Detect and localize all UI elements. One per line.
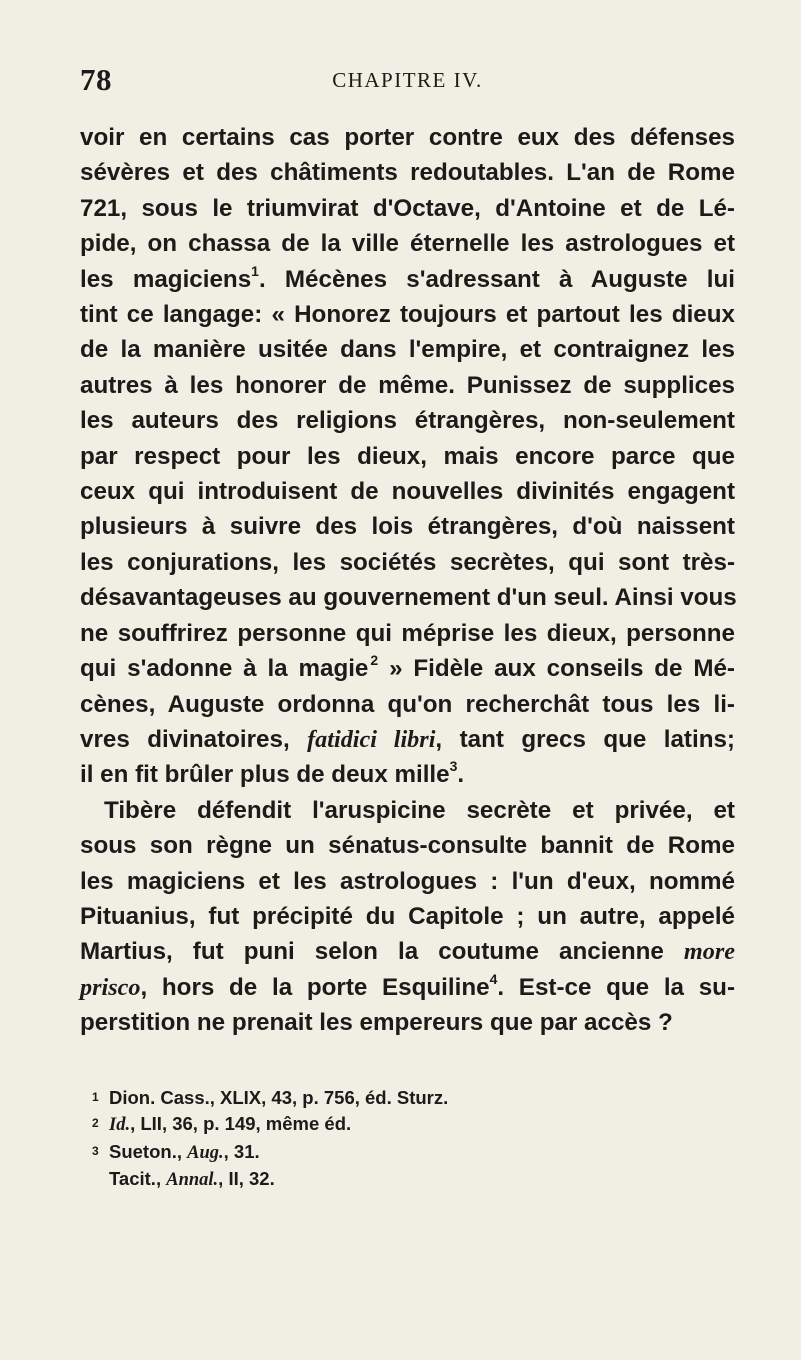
footnote: Tacit., Annal., II, 32. — [109, 1168, 275, 1191]
text-line: 721, sous le triumvirat d'Octave, d'Antoine et de Lé- — [80, 194, 735, 222]
text-line: sous son règne un sénatus-consulte bannit de Rome — [80, 832, 735, 860]
text-line: voir en certains cas porter contre eux des défenses — [80, 124, 735, 151]
italic-term: prisco — [80, 973, 141, 1001]
text-line: perstition ne prenait les empereurs que par accès ? — [80, 1009, 673, 1037]
text-line: les auteurs des religions étrangères, non-seulement — [80, 407, 735, 435]
footnotes — [92, 1085, 735, 1194]
footnote: 3 Sueton., Aug., 31. — [92, 1139, 735, 1167]
text-line: vres divinatoires, fatidici libri, tant grecs que latins; — [80, 725, 735, 753]
paragraph — [80, 120, 735, 793]
footnote-ref: 2 — [370, 652, 379, 669]
footnote-mark: 3 — [92, 1143, 99, 1158]
body-text — [80, 120, 735, 1041]
text-line: de la manière usitée dans l'empire, et contraignez les — [80, 336, 735, 364]
text-line: il en fit brûler plus de deux mille$^3$. — [80, 758, 465, 789]
text-line: ceux qui introduisent de nouvelles divinités engagent — [80, 478, 735, 506]
text-line: ne souffrirez personne qui méprise les dieux, personne — [80, 619, 735, 647]
text-line: tint ce langage: « Honorez toujours et partout les dieux — [80, 301, 735, 329]
italic-term: fatidici libri — [307, 725, 436, 753]
text-line: Pituanius, fut précipité du Capitole ; un autre, appelé — [80, 902, 735, 930]
text-line: par respect pour les dieux, mais encore parce que — [80, 442, 735, 470]
text-line: Tibère défendit l'aruspicine secrète et privée, et — [104, 796, 735, 824]
text-line: Martius, fut puni selon la coutume ancienne more — [80, 938, 735, 966]
text-line: sévères et des châtiments redoutables. L'an de Rome — [80, 159, 735, 187]
text-line: prisco, hors de la porte Esquiline$^4$. Est-ce que la su- — [80, 970, 736, 1001]
text-line: plusieurs à suivre des lois étrangères, d'où naissent — [80, 513, 735, 541]
text-line: désavantageuses au gouvernement d'un seul. Ainsi vous — [80, 584, 737, 612]
chapter-title: CHAPITRE IV. — [332, 68, 483, 92]
footnote-mark: 1 — [92, 1089, 99, 1104]
page-number: 78 — [80, 62, 112, 97]
italic-term: more — [683, 938, 735, 966]
footnote: 1 Dion. Cass., XLIX, 43, p. 756, éd. Sturz. — [92, 1085, 735, 1112]
paragraph — [80, 793, 735, 1041]
text-line: autres à les honorer de même. Punissez de supplices — [80, 371, 735, 399]
text-line: pide, on chassa de la ville éternelle les astrologues et — [80, 230, 735, 258]
book-page — [80, 62, 735, 1194]
text-line: les conjurations, les sociétés secrètes, qui sont très- — [80, 548, 735, 576]
footnote-ref: 3 — [449, 758, 458, 775]
footnote-ref: 1 — [251, 262, 259, 279]
text-line: les magiciens$^1$. Mécènes s'adressant à Auguste lui — [80, 262, 735, 293]
footnote-mark: 2 — [92, 1116, 99, 1131]
footnote: 2 Id., LII, 36, p. 149, même éd. — [92, 1111, 735, 1139]
text-line: cènes, Auguste ordonna qu'on recherchât tous les li- — [80, 690, 735, 718]
footnote-ref: 4 — [489, 970, 498, 987]
text-line: qui s'adonne à la magie $^2$ » Fidèle aux conseils de Mé- — [80, 652, 735, 683]
text-line: les magiciens et les astrologues : l'un d'eux, nommé — [80, 867, 735, 895]
running-head — [80, 62, 735, 96]
